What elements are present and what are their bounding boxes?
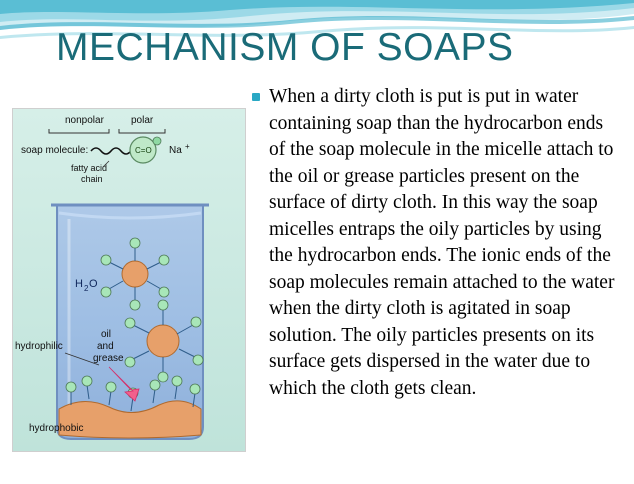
svg-text:O: O	[89, 278, 98, 290]
svg-text:chain: chain	[81, 174, 103, 184]
svg-text:2: 2	[84, 284, 89, 293]
body-text-block	[252, 84, 624, 402]
svg-text:grease: grease	[93, 353, 124, 364]
page-title: MECHANISM OF SOAPS	[56, 26, 514, 69]
svg-text:soap molecule:: soap molecule:	[21, 145, 89, 156]
soap-micelle-diagram	[13, 109, 245, 451]
mechanism-diagram-image	[12, 108, 246, 452]
svg-text:H: H	[75, 278, 83, 290]
svg-text:fatty acid: fatty acid	[71, 163, 108, 173]
svg-text:hydrophilic: hydrophilic	[15, 341, 63, 352]
svg-text:nonpolar: nonpolar	[65, 115, 104, 126]
bullet-square-icon	[252, 93, 260, 101]
svg-text:Na: Na	[169, 145, 182, 156]
svg-text:C=O: C=O	[135, 146, 152, 155]
bullet-text: When a dirty cloth is put is put in water containing soap than the hydrocarbon ends of the soap molecule in the micelle attach to the oil or grease particles present on the surface of dirty cloth. In this way the soap micelles entraps the oily particles by using the hydrocarbon ends. The ionic ends of the soap molecules remain attached to the water when the dirty cloth is agitated in soap solution. The oily particles presents on its surface gets dispersed in the water due to which the cloth gets clean.	[269, 86, 615, 399]
svg-text:hydrophobic: hydrophobic	[29, 423, 84, 434]
svg-text:polar: polar	[131, 115, 154, 126]
bullet-item	[252, 84, 624, 402]
svg-text:and: and	[97, 341, 114, 352]
svg-text:oil: oil	[101, 329, 112, 340]
svg-text:+: +	[185, 142, 190, 151]
